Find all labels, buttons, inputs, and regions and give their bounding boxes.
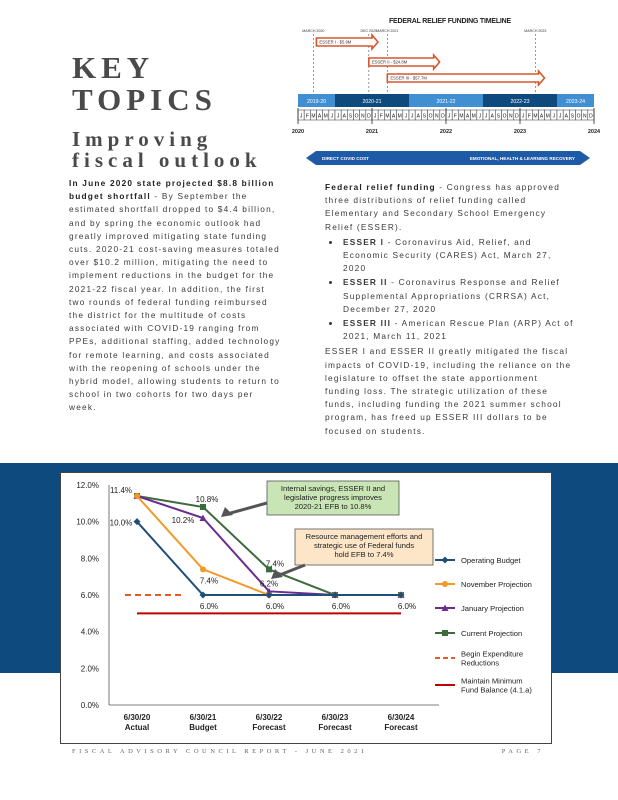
month-label: A [391, 113, 396, 120]
x-tick-label: 6/30/23 Forecast [318, 713, 352, 732]
month-label: F [453, 113, 457, 120]
page-number: PAGE 7 [501, 748, 544, 755]
recovery-arrow [306, 151, 590, 165]
month-label: A [539, 113, 544, 120]
key-topics-heading-line1: KEY [72, 50, 155, 85]
data-label: 6.0% [331, 602, 351, 611]
fiscal-year-label: 2021-22 [436, 99, 456, 105]
timeline-title: FEDERAL RELIEF FUNDING TIMELINE [388, 18, 512, 25]
month-label: S [422, 113, 427, 120]
month-label: D [589, 113, 593, 120]
list-item [341, 276, 577, 316]
subheading-line2: fiscal outlook [72, 148, 262, 172]
marker-label: MARCH 2021 [376, 29, 399, 33]
month-label: M [459, 113, 464, 120]
footer-report-title: FISCAL ADVISORY COUNCIL REPORT - JUNE 2021 [72, 748, 368, 755]
legend-label: Operating Budget [461, 556, 521, 565]
esser-i-text: - Coronavirus Aid, Relief, and Economic Security (CARES) Act, March 27, 2020 [343, 236, 552, 274]
legend-label: Begin Expenditure Reductions [461, 649, 524, 668]
x-tick-label: 6/30/20 Actual [123, 713, 151, 732]
callout-text: Internal savings, ESSER II and legislative progress improves 2020-21 EFB to 10.8% [280, 484, 386, 511]
esser-arrow-label: ESSER I - $5.9M [319, 39, 352, 45]
year-label: 2024 [587, 129, 601, 135]
marker-label: DEC 2020 [360, 29, 378, 33]
month-label: J [447, 113, 451, 120]
month-label: N [582, 113, 587, 120]
data-label: 6.0% [199, 602, 219, 611]
esser-arrow [369, 55, 440, 69]
x-tick-label: 6/30/22 Forecast [252, 713, 286, 732]
month-label: F [305, 113, 309, 120]
federal-relief-funding-timeline [292, 8, 604, 173]
esser-arrow-label: ESSER II - $24.8M [371, 59, 408, 65]
month-label: M [385, 113, 390, 120]
legend-label: Maintain Minimum Fund Balance (4.1.a) [461, 676, 532, 695]
month-label: J [336, 113, 340, 120]
data-point [200, 566, 206, 572]
fiscal-year-segment [298, 94, 335, 107]
year-label: 2023 [513, 129, 527, 135]
month-label: O [428, 113, 433, 120]
month-label: S [496, 113, 501, 120]
callout-box [271, 529, 433, 579]
month-label: A [317, 113, 322, 120]
esser-i-label: ESSER I [343, 236, 385, 247]
month-label: O [576, 113, 581, 120]
x-tick-label: 6/30/21 Budget [189, 713, 217, 732]
month-label: J [558, 113, 562, 120]
right-lead: Federal relief funding [325, 182, 436, 192]
month-label: S [348, 113, 353, 120]
data-label: 10.0% [109, 518, 133, 528]
esser-iii-label: ESSER III [343, 318, 392, 329]
fiscal-year-segment [557, 94, 594, 107]
month-label: J [410, 113, 414, 120]
marker-label: MARCH 2020 [302, 29, 325, 33]
month-label: A [490, 113, 494, 120]
list-item [341, 317, 577, 343]
month-label: J [478, 113, 482, 120]
year-label: 2020 [292, 129, 305, 135]
data-label: 7.4% [199, 576, 219, 586]
y-tick-label: 2.0% [80, 664, 99, 674]
month-label: M [471, 113, 476, 120]
y-tick-label: 8.0% [80, 554, 99, 564]
subheading-line1: Improving [72, 127, 213, 151]
data-label: 10.2% [171, 516, 195, 525]
month-label: A [416, 113, 420, 120]
data-label: 6.0% [397, 602, 417, 611]
month-label: M [311, 113, 316, 120]
callout-text: Resource management efforts and strategic use of Federal funds hold EFB to 7.4% [305, 532, 423, 559]
esser-list [325, 236, 577, 344]
key-topics-heading-line2: TOPICS [72, 82, 217, 117]
y-tick-label: 0.0% [80, 701, 99, 710]
legend-label: Current Projection [461, 629, 523, 638]
recovery-right-label: EMOTIONAL, HEALTH & LEARNING RECOVERY [469, 156, 575, 161]
month-label: J [521, 113, 525, 120]
y-tick-label: 6.0% [80, 591, 99, 600]
month-label: J [484, 113, 488, 120]
legend-label: November Projection [461, 580, 532, 589]
esser-arrow [387, 71, 544, 85]
fiscal-year-label: 2019-20 [306, 99, 327, 105]
right-column-text [325, 181, 577, 438]
month-label: A [564, 113, 568, 120]
x-tick-label: 6/30/24 Forecast [384, 713, 418, 732]
y-tick-label: 10.0% [76, 517, 99, 527]
month-label: J [552, 113, 556, 120]
month-label: J [299, 113, 303, 120]
month-label: J [373, 113, 377, 120]
left-column-text [69, 177, 283, 415]
fiscal-year-label: 2022-23 [510, 99, 530, 105]
page-footer [72, 748, 544, 755]
data-label: 11.4% [109, 486, 133, 495]
data-label: 6.0% [265, 602, 285, 611]
month-label: N [434, 113, 439, 120]
data-label: 10.8% [195, 495, 219, 504]
month-label: D [441, 113, 445, 120]
month-label: M [533, 113, 538, 120]
chart-svg [61, 473, 551, 743]
month-label: J [404, 113, 408, 120]
esser-ii-text: - Coronavirus Response and Relief Supplemental Appropriations (CRRSA) Act, December 27, 2020 [343, 277, 560, 314]
month-label: J [330, 113, 334, 120]
esser-iii-text: - American Rescue Plan (ARP) Act of 2021, March 11, 2021 [343, 318, 574, 342]
legend-entry [435, 604, 524, 613]
data-point [134, 493, 140, 499]
year-label: 2021 [365, 129, 379, 135]
marker-label: MARCH 2023 [524, 29, 547, 33]
fiscal-year-label: 2020-21 [362, 99, 382, 105]
legend-label: January Projection [461, 604, 524, 613]
right-intro: - Congress has approved three distributions of relief funding called Elementary and Secondary School Emergency Relief (ESSER). [325, 182, 561, 232]
data-label: 6.2% [259, 579, 279, 589]
month-label: D [515, 113, 519, 120]
legend-entry [435, 677, 532, 695]
left-lead: In June 2020 state projected $8.8 billion budget shortfall [69, 178, 275, 202]
month-label: A [465, 113, 470, 120]
legend-entry [435, 580, 532, 589]
callout-box [221, 481, 399, 517]
legend-entry [435, 650, 523, 668]
recovery-left-label: DIRECT COVID COST [322, 156, 369, 161]
month-label: O [502, 113, 507, 120]
month-label: M [323, 113, 328, 120]
month-label: M [545, 113, 550, 120]
month-label: O [354, 113, 359, 120]
fiscal-year-label: 2023-24 [565, 99, 586, 105]
month-label: F [379, 113, 383, 120]
month-label: D [367, 113, 371, 120]
year-label: 2022 [439, 129, 453, 135]
month-label: A [342, 113, 346, 120]
legend-entry [435, 629, 522, 638]
month-label: S [570, 113, 575, 120]
fiscal-year-segment [335, 94, 409, 107]
fiscal-year-segment [409, 94, 483, 107]
list-item [341, 236, 577, 276]
left-body: - By September the estimated shortfall dropped to $4.4 billion, and by spring the economic outlook had greatly improved mitigating state funding cuts. 2020-21 cost-saving measures totaled over $10.2 million, mitigating the need to implement reductions in the budget for the 2021-22 fiscal year. In addition, the first two rounds of federal funding reimbursed the district for the multitude of costs associated with COVID-19 ranging from PPEs, additional staffing, added technology for remote learning, and costs associated with the reopening of schools under the hybrid model, allowing students to return to school in two cohorts for two days per week. [69, 191, 281, 413]
data-label: 7.4% [265, 559, 285, 569]
right-closing: ESSER I and ESSER II greatly mitigated the fiscal impacts of COVID-19, including the reliance on the legislature to offset the state apportionment funding loss. The strategic utilization of these funds, including funding the 2021 summer school program, has freed up ESSER III dollars to be focused on students. [325, 346, 572, 436]
esser-arrow-label: ESSER III - $57.7M [390, 75, 427, 81]
y-tick-label: 4.0% [80, 627, 99, 637]
month-label: N [508, 113, 513, 120]
esser-ii-label: ESSER II [343, 277, 388, 288]
fund-balance-chart [60, 472, 552, 744]
data-point [200, 504, 206, 510]
month-label: N [360, 113, 365, 120]
month-label: F [527, 113, 531, 120]
fiscal-year-segment [483, 94, 557, 107]
legend-entry [435, 556, 521, 565]
month-label: M [397, 113, 402, 120]
y-tick-label: 12.0% [76, 481, 99, 490]
